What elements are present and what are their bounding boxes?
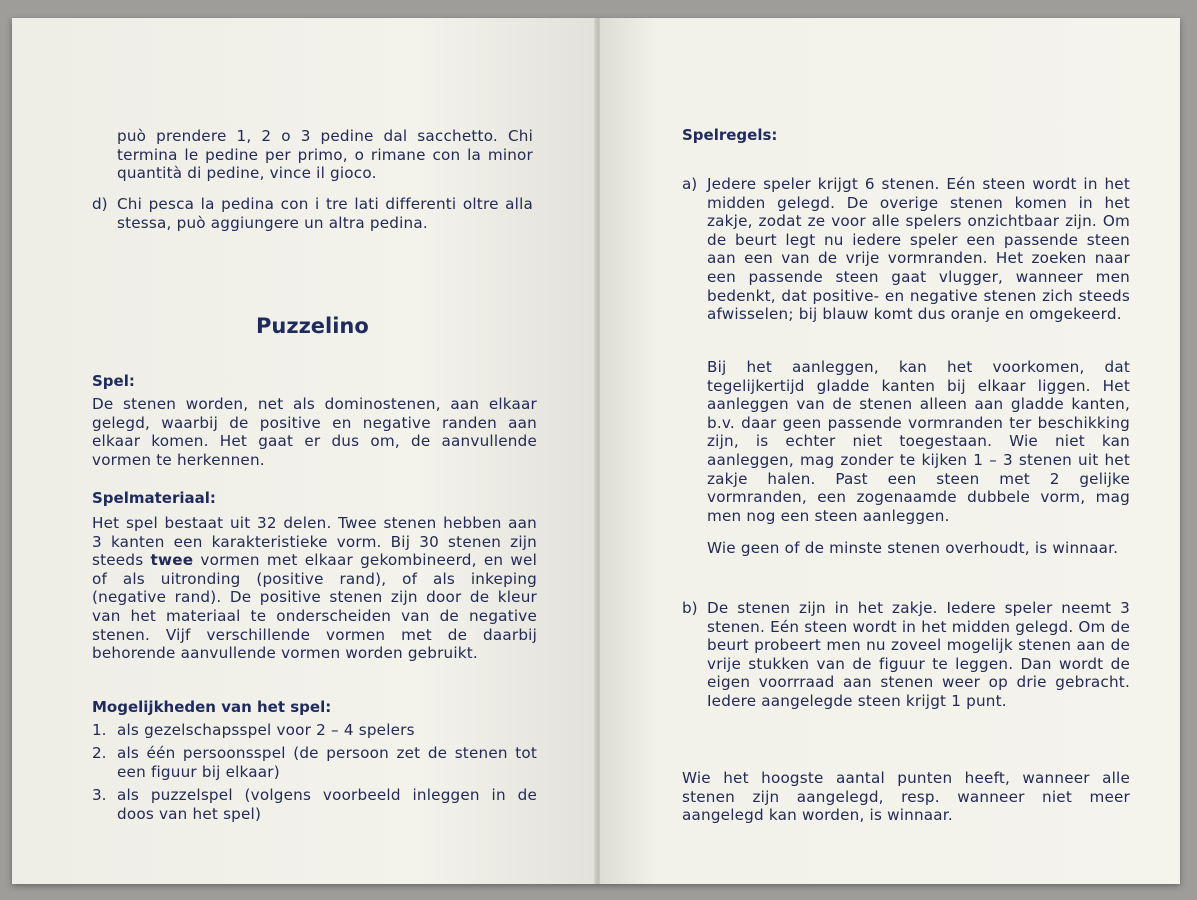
rule-b-label: b) xyxy=(682,599,698,617)
list-item-number: 3. xyxy=(92,786,107,804)
italian-c-continued: può prendere 1, 2 o 3 pedine dal sacchetto. Chi termina le pedine per primo, o rimane con la minor quantità di pedine, vince il gioco. xyxy=(117,127,533,183)
spelregels-heading: Spelregels: xyxy=(682,126,778,144)
spelmateriaal-text xyxy=(92,514,537,663)
spelmateriaal-text-2: vormen met elkaar gekombineerd, en wel of als uitronding (positive rand), of als inkeping (negative rand). De positive stenen zijn door de kleur van het materiaal te onderscheiden van de negative stenen. Vijf verschillende vormen met de daarbij behorende aanvullende vormen worden gebruikt. xyxy=(92,551,537,663)
mogelijkheden-heading: Mogelijkheden van het spel: xyxy=(92,698,332,716)
list-item: als puzzelspel (volgens voorbeeld inleggen in de doos van het spel) xyxy=(117,786,537,823)
spelmateriaal-heading: Spelmateriaal: xyxy=(92,489,216,507)
list-item-number: 2. xyxy=(92,744,107,762)
rule-a-paragraph-2: Bij het aanleggen, kan het voorkomen, dat tegelijkertijd gladde kanten bij elkaar liggen. Het aanleggen van de stenen alleen aan gladde kanten, b.v. daar geen passende vormranden ter beschikking zijn, is echter niet toegestaan. Wie niet kan aanleggen, mag zonder te kijken 1 – 3 stenen uit het zakje halen. Past een steen met 2 gelijke vormranden, een zogenaamde dubbele vorm, mag men nog een steen aanleggen. xyxy=(707,358,1130,525)
spelmateriaal-bold: twee xyxy=(150,551,194,570)
left-page xyxy=(12,18,596,884)
rule-b-text: De stenen zijn in het zakje. Iedere speler neemt 3 stenen. Eén steen wordt in het midden gelegd. Om de beurt probeert men nu zoveel mogelijk stenen aan de vrije stukken van de figuur te leggen. Dan wordt de eigen voorrraad aan stenen weer op drie gebracht. Iedere aangelegde steen krijgt 1 punt. xyxy=(707,599,1130,710)
spel-heading: Spel: xyxy=(92,372,135,390)
spelmateriaal-text-1: Het spel bestaat uit 32 delen. Twee stenen hebben aan 3 kanten een karakteristieke vorm. Bij 30 stenen zijn steeds xyxy=(92,514,537,570)
closing-text: Wie het hoogste aantal punten heeft, wanneer alle stenen zijn aangelegd, resp. wanneer niet meer aangelegd kan worden, is winnaar. xyxy=(682,769,1130,825)
list-item-number: 1. xyxy=(92,721,107,739)
spel-text: De stenen worden, net als dominostenen, aan elkaar gelegd, waarbij de positive en negative randen aan elkaar komen. Het gaat er dus om, de aanvullende vormen te herkennen. xyxy=(92,395,537,469)
list-item: als één persoonsspel (de persoon zet de stenen tot een figuur bij elkaar) xyxy=(117,744,537,781)
rule-a-text: Jedere speler krijgt 6 stenen. Eén steen wordt in het midden gelegd. De overige stenen komen in het zakje, zodat ze voor alle spelers onzichtbaar zijn. Om de beurt legt nu iedere speler een passende steen aan een van de vrije vormranden. Het zoeken naar een passende steen gaat vlugger, wanneer men bedenkt, dat positive- en negative stenen zich steeds afwisselen; bij blauw komt dus oranje en omgekeerd. xyxy=(707,175,1130,324)
right-page xyxy=(600,18,1180,884)
italian-d-text: Chi pesca la pedina con i tre lati differenti oltre alla stessa, può aggiungere un altra pedina. xyxy=(117,195,533,232)
list-item: als gezelschapsspel voor 2 – 4 spelers xyxy=(117,721,415,739)
booklet-spread xyxy=(12,18,1180,884)
page-title: Puzzelino xyxy=(256,314,369,338)
italian-d-label: d) xyxy=(92,195,108,213)
rule-a-paragraph-3: Wie geen of de minste stenen overhoudt, is winnaar. xyxy=(707,539,1119,557)
rule-a-label: a) xyxy=(682,175,698,193)
